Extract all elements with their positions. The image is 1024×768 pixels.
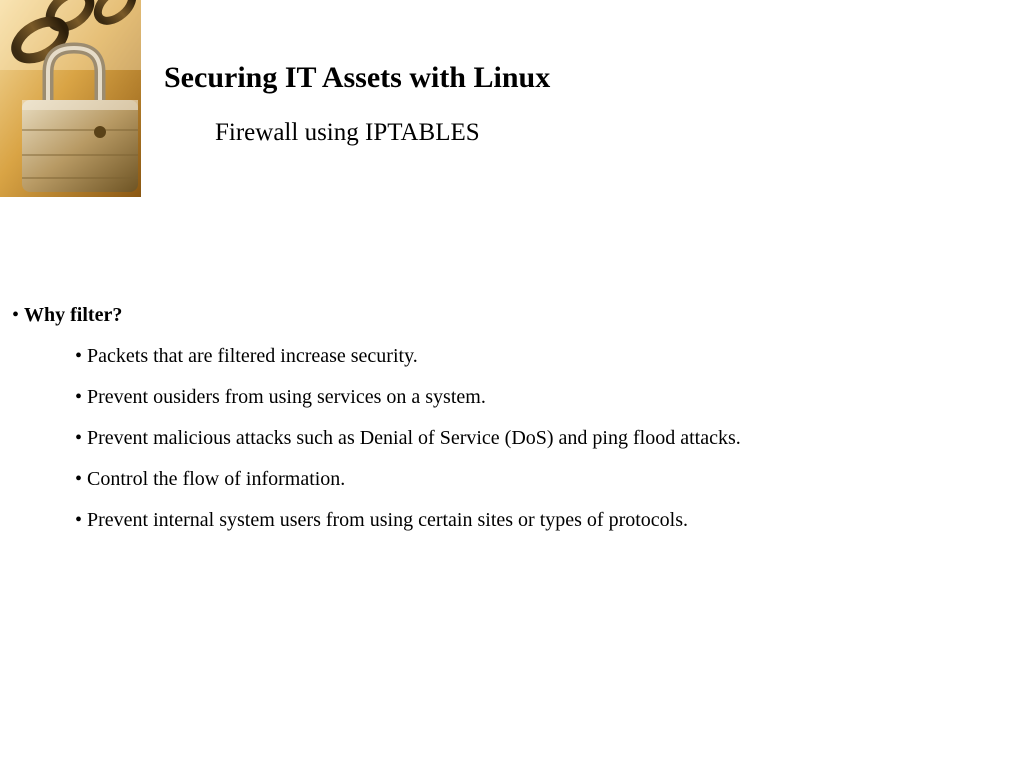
section-heading-label: Why filter? [24, 304, 123, 326]
slide-content [12, 300, 1002, 546]
bullet-glyph: • [12, 304, 20, 326]
list-item [75, 505, 1002, 535]
bullet-glyph: • [75, 427, 83, 449]
list-item [75, 341, 1002, 371]
bullet-glyph: • [75, 468, 83, 490]
list-item-text: Control the flow of information. [87, 468, 346, 490]
slide-title: Securing IT Assets with Linux [164, 61, 551, 94]
bullet-list [12, 341, 1002, 535]
list-item [75, 382, 1002, 412]
list-item-text: Prevent ousiders from using services on a system. [87, 386, 486, 408]
list-item-text: Packets that are filtered increase security. [87, 345, 418, 367]
list-item [75, 423, 1002, 453]
bullet-glyph: • [75, 509, 83, 531]
list-item [75, 464, 1002, 494]
bullet-glyph: • [75, 345, 83, 367]
bullet-glyph: • [75, 386, 83, 408]
slide-subtitle: Firewall using IPTABLES [215, 119, 480, 146]
list-item-text: Prevent internal system users from using certain sites or types of protocols. [87, 509, 689, 531]
padlock-chain-icon [0, 0, 141, 197]
list-item-text: Prevent malicious attacks such as Denial of Service (DoS) and ping flood attacks. [87, 427, 741, 449]
section-heading [12, 300, 1002, 330]
